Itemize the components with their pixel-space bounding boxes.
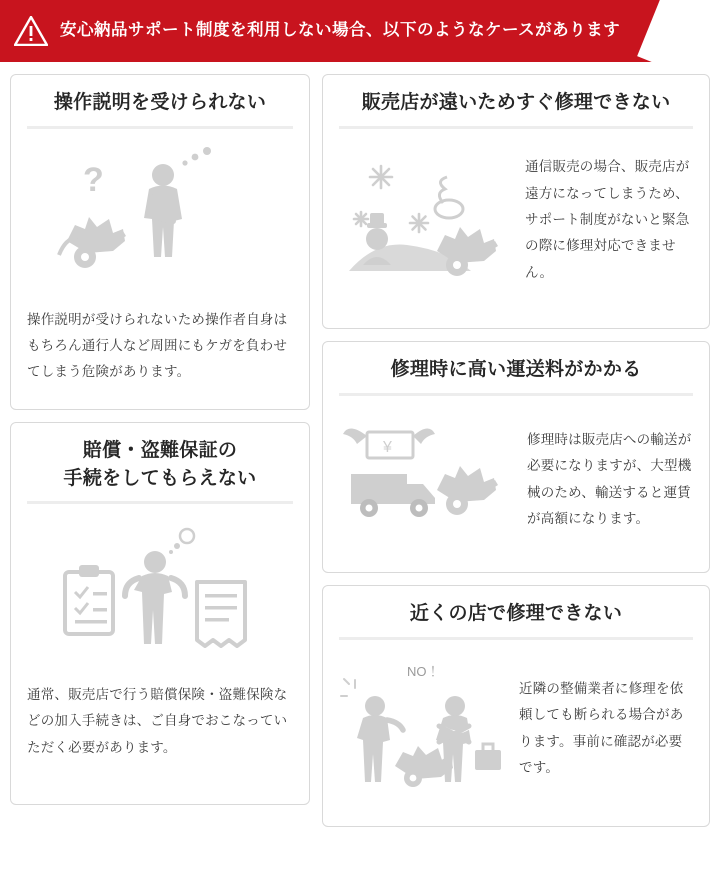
warning-banner	[0, 0, 720, 62]
card-title-line2: 手続をしてもらえない	[63, 467, 257, 489]
card-body: 修理時は販売店への輸送が必要になりますが、大型機械のため、輸送すると運賃が高額になります。	[527, 431, 692, 526]
person-with-clipboard-and-document-icon	[27, 510, 293, 682]
svg-text:¥: ¥	[383, 438, 392, 456]
card-body: 通信販売の場合、販売店が遠方になってしまうため、サポート制度がないと緊急の際に修理対応できません。	[525, 159, 690, 280]
no-label-text: NO！	[407, 663, 440, 679]
card-no-compensation-theft-procedure	[10, 422, 310, 805]
card-title: 近くの店で修理できない	[339, 600, 693, 640]
warning-triangle-icon	[14, 16, 48, 46]
card-title: 操作説明を受けられない	[27, 89, 293, 129]
card-local-shop-cannot-repair	[322, 585, 710, 827]
card-content	[339, 402, 693, 550]
card-dealer-far-away	[322, 74, 710, 329]
flying-money-truck-and-machine-icon	[339, 410, 519, 550]
left-column	[10, 74, 310, 817]
snowman-snowflakes-and-broken-machine-icon	[339, 143, 517, 298]
card-body: 操作説明が受けられないため操作者自身はもちろん通行人など周囲にもケガを負わせてしまう危険があります。	[27, 311, 288, 380]
card-title: 販売店が遠いためすぐ修理できない	[339, 89, 693, 129]
card-title-second-line	[27, 465, 293, 505]
card-title: 修理時に高い運送料がかかる	[339, 356, 693, 396]
two-people-with-no-sign-and-machine-icon	[339, 654, 511, 804]
banner-title: 安心納品サポート制度を利用しない場合、以下のようなケースがあります	[60, 21, 621, 40]
svg-text:?: ?	[83, 160, 104, 199]
right-column	[322, 74, 710, 839]
card-high-shipping-cost	[322, 341, 710, 573]
card-body: 通常、販売店で行う賠償保険・盗難保険などの加入手続きは、ご自身でおこなっていただく必要があります。	[27, 687, 288, 755]
person-with-question-mark-and-machine-icon	[27, 135, 293, 307]
card-content	[339, 135, 693, 298]
card-title-line1: 賠償・盗難保証の	[82, 440, 238, 461]
card-title	[27, 437, 293, 465]
card-no-operation-instructions	[10, 74, 310, 410]
card-content	[339, 646, 693, 804]
card-body: 近隣の整備業者に修理を依頼しても断られる場合があります。事前に確認が必要です。	[519, 680, 684, 775]
